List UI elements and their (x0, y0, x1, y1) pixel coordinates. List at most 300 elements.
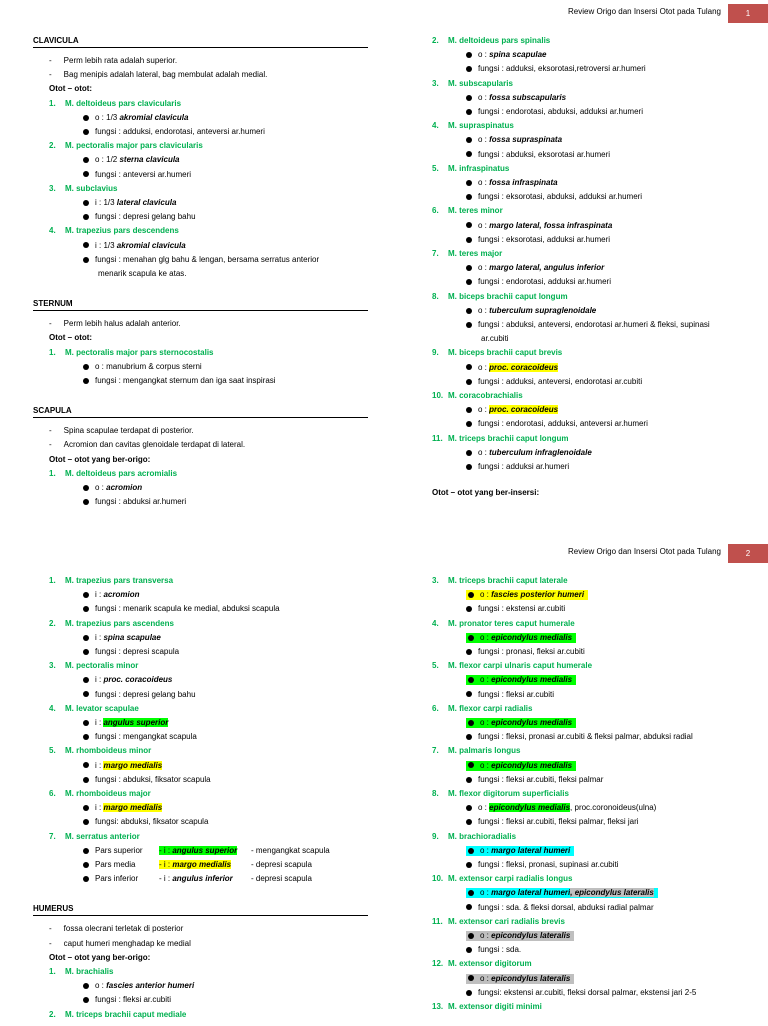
detail-wrap (466, 107, 643, 116)
muscle-title (432, 874, 572, 884)
bullet-icon (468, 762, 474, 768)
bullet-icon (83, 691, 89, 697)
detail-item (466, 192, 642, 202)
detail-label: fungsi : fleksi ar.cubiti (95, 995, 172, 1005)
detail-wrap (466, 419, 648, 428)
muscle-name: M. levator scapulae (65, 703, 139, 713)
detail-label: o : (478, 50, 490, 60)
bullet-icon (466, 450, 472, 456)
detail-item (83, 803, 162, 813)
detail-item (466, 448, 592, 458)
bullet-icon (468, 890, 474, 896)
muscle-name: M. brachioradialis (448, 831, 517, 841)
bullet-icon (83, 762, 89, 768)
bullet-icon (466, 819, 472, 825)
subheading (49, 455, 150, 465)
detail-item (466, 803, 656, 813)
extra-site: , proc.coronoideus(ulna) (570, 803, 657, 813)
bullet-icon (83, 862, 89, 868)
bullet-icon (83, 378, 89, 384)
muscle-title (432, 619, 575, 629)
detail-label: fungsi : endorotasi, adduksi, anteversi ar.humeri (478, 419, 648, 429)
detail-wrap (466, 363, 558, 372)
detail-label: o : (95, 981, 107, 991)
bullet-icon (466, 947, 472, 953)
muscle-name: M. extensor digitorum (448, 959, 532, 969)
bullet-icon (466, 691, 472, 697)
detail-label: o : (95, 483, 107, 492)
bullet-icon (83, 848, 89, 854)
muscle-name: M. trapezius pars ascendens (65, 618, 174, 628)
bullet-icon (466, 649, 472, 655)
dash-marker: - (49, 924, 52, 934)
detail-item (466, 761, 576, 771)
muscle-name: M. deltoideus pars spinalis (448, 36, 551, 45)
detail-wrap (83, 675, 172, 684)
detail-item (466, 604, 565, 614)
detail-label: o : (480, 632, 492, 642)
column-right (416, 576, 756, 1026)
insertion-label: - i : (159, 845, 173, 855)
bullet-icon (466, 990, 472, 996)
note-text: caput humeri menghadap ke medial (63, 938, 191, 948)
bullet-icon (466, 322, 472, 328)
note-text: Perm lebih rata adalah superior. (63, 56, 178, 65)
attachment-site: epicondylus medialis (491, 718, 573, 727)
muscle-number: 5. (432, 661, 439, 671)
detail-label: fungsi : anteversi ar.humeri (95, 169, 192, 179)
muscle-title (49, 704, 139, 714)
detail-wrap (83, 732, 197, 741)
detail-item (466, 107, 643, 117)
section-title: HUMERUS (33, 904, 368, 916)
section-title: SCAPULA (33, 406, 368, 418)
detail-wrap (83, 255, 319, 264)
bullet-icon (83, 876, 89, 882)
detail-wrap (83, 775, 211, 784)
bullet-icon (468, 635, 474, 641)
attachment-site: tuberculum infraglenoidale (489, 447, 592, 457)
detail-wrap (466, 320, 710, 329)
detail-wrap (466, 448, 592, 457)
attachment-site: fascies posterior humeri (491, 590, 585, 600)
bullet-icon (83, 214, 89, 220)
detail-item (466, 860, 619, 870)
detail-label: fungsi : fleksi ar.cubiti, fleksi palmar, fleksi jari (478, 817, 639, 827)
muscle-name: M. rhomboideus major (65, 789, 151, 798)
part-name: Pars inferior (95, 874, 139, 884)
detail-item (466, 846, 574, 856)
bullet-icon (466, 52, 472, 58)
muscle-number: 12. (432, 959, 444, 969)
detail-label: o : (480, 675, 492, 685)
detail-item (83, 675, 172, 685)
note-item (49, 426, 194, 436)
detail-label: fungsi : mengangkat scapula (95, 732, 197, 742)
detail-wrap (83, 362, 202, 371)
detail-wrap (83, 212, 196, 221)
detail-label: i : 1/3 (95, 240, 117, 250)
detail-wrap (466, 306, 596, 315)
subheading-text: Otot – otot: (49, 333, 93, 343)
dash-marker: - (49, 938, 52, 948)
muscle-name: M. extensor digiti minimi (448, 1002, 542, 1011)
attachment-site: margo medialis (103, 803, 163, 813)
detail-label: fungsi: ekstensi ar.cubiti, fleksi dorsal palmar, ekstensi jari 2-5 (478, 987, 697, 997)
part-function: - depresi scapula (251, 860, 312, 869)
detail-wrap (83, 690, 196, 699)
detail-label: o : (480, 590, 492, 600)
bullet-icon (83, 364, 89, 370)
detail-wrap (466, 235, 610, 244)
muscle-title (49, 746, 151, 756)
bullet-icon (466, 265, 472, 271)
muscle-title (49, 141, 203, 151)
detail-label: i : 1/3 (95, 198, 117, 207)
detail-label: fungsi : adduksi, anteversi, endorotasi ar.cubiti (478, 376, 643, 386)
muscle-title (432, 832, 516, 842)
detail-item (466, 732, 693, 742)
muscle-name: M. supraspinatus (448, 121, 514, 131)
bullet-icon (466, 180, 472, 186)
bullet-icon (468, 720, 474, 726)
detail-label: fungsi : abduksi, anteversi, endorotasi ar.humeri & fleksi, supinasi (478, 320, 710, 329)
detail-label: o : (478, 405, 490, 415)
detail-wrap (466, 277, 611, 286)
detail-wrap (466, 604, 565, 613)
detail-item (83, 647, 179, 657)
detail-wrap (83, 113, 188, 122)
muscle-name: M. flexor carpi ulnaris caput humerale (448, 661, 593, 671)
detail-item (83, 732, 197, 742)
attachment-site: margo lateral humeri (491, 845, 571, 855)
detail-label: o : (480, 931, 492, 940)
detail-wrap (466, 945, 521, 954)
detail-wrap (83, 198, 176, 207)
detail-label: fungsi : adduksi ar.humeri (478, 462, 570, 471)
detail-wrap (83, 127, 265, 136)
muscle-number: 11. (432, 916, 443, 926)
detail-wrap (466, 647, 585, 656)
detail-item (466, 775, 603, 785)
detail-label: fungsi : eksorotasi, abduksi, adduksi ar.humeri (478, 192, 643, 202)
detail-item (466, 235, 610, 245)
bullet-icon (83, 805, 89, 811)
continued-text (98, 269, 187, 279)
detail-label: o : (478, 263, 490, 273)
bullet-icon (468, 677, 474, 683)
muscle-name: M. pectoralis major pars sternocostalis (65, 347, 214, 357)
dash-marker: - (49, 70, 52, 80)
detail-item (83, 633, 161, 643)
muscle-number: 9. (432, 831, 439, 841)
muscle-number: 1. (49, 576, 56, 585)
detail-item (83, 981, 194, 991)
bullet-icon (466, 194, 472, 200)
page-header (0, 4, 768, 20)
bullet-icon (83, 115, 89, 121)
bullet-icon (466, 606, 472, 612)
note-item (49, 319, 181, 329)
detail-item (466, 135, 562, 145)
page-2 (0, 540, 768, 1024)
muscle-number: 7. (432, 249, 439, 258)
muscle-name: M. extensor cari radialis brevis (448, 916, 565, 926)
muscle-name: M. infraspinatus (448, 163, 510, 173)
bullet-icon (83, 649, 89, 655)
detail-wrap (466, 633, 576, 643)
detail-label: i : (95, 590, 104, 600)
detail-wrap (466, 761, 576, 771)
detail-label: fungsi : fleksi, pronasi, supinasi ar.cubiti (478, 860, 619, 869)
subheading (49, 953, 150, 963)
detail-wrap (466, 377, 642, 386)
bullet-icon (83, 677, 89, 683)
detail-wrap (466, 93, 566, 102)
bullet-icon (466, 379, 472, 385)
muscle-title (432, 36, 550, 46)
bullet-icon (466, 95, 472, 101)
detail-wrap (83, 995, 171, 1004)
muscle-number: 5. (432, 163, 439, 173)
bullet-icon (466, 364, 472, 370)
detail-label: i : (95, 632, 104, 642)
muscle-number: 8. (432, 789, 439, 798)
muscle-number: 1. (49, 347, 56, 357)
note-text: Perm lebih halus adalah anterior. (63, 319, 181, 329)
page-number: 1 (728, 4, 768, 23)
attachment-site: proc. coracoideus (489, 362, 559, 372)
detail-item (83, 604, 280, 614)
detail-wrap (466, 803, 570, 812)
muscle-title (432, 292, 568, 302)
bullet-icon (466, 109, 472, 115)
muscle-title (49, 832, 140, 842)
muscle-number: 3. (49, 183, 56, 193)
muscle-number: 1. (49, 468, 56, 478)
muscle-title (432, 917, 565, 927)
detail-label: fungsi : sda. (478, 945, 522, 955)
detail-item (83, 718, 168, 728)
detail-item (83, 995, 171, 1005)
muscle-title (432, 121, 514, 131)
detail-item (466, 93, 566, 103)
muscle-name: M. deltoideus pars clavicularis (65, 98, 182, 108)
muscle-name: M. biceps brachii caput longum (448, 291, 568, 301)
muscle-number: 2. (49, 141, 56, 151)
detail-wrap (466, 178, 558, 187)
bullet-icon (83, 720, 89, 726)
detail-item (466, 647, 585, 657)
detail-label: fungsi : adduksi, eksorotasi,retroversi ar.humeri (478, 64, 646, 74)
subheading-text: Otot – otot yang ber-origo: (49, 454, 151, 464)
detail-item (83, 690, 196, 700)
bullet-icon (83, 171, 89, 177)
detail-wrap (466, 690, 554, 699)
bullet-icon (83, 997, 89, 1003)
subheading-text: Otot – otot: (49, 84, 93, 94)
subheading (49, 333, 92, 343)
detail-label: o : (480, 760, 492, 770)
detail-item (466, 888, 658, 898)
detail-label: o : (480, 973, 492, 983)
detail-item (466, 419, 648, 429)
attachment-site: acromion (103, 590, 140, 600)
serratus-part (83, 846, 330, 856)
bullet-icon (466, 464, 472, 470)
header-title: Review Origo dan Insersi Otot pada Tulang (568, 7, 721, 16)
detail-item (466, 306, 596, 316)
detail-wrap (466, 846, 574, 856)
detail-label: o : 1/2 (95, 155, 120, 165)
muscle-title (432, 661, 592, 671)
detail-item (466, 817, 639, 827)
detail-wrap (466, 817, 639, 826)
detail-label: fungsi : sda. & fleksi dorsal, abduksi radial palmar (478, 902, 654, 912)
attachment-site: epicondylus medialis (491, 632, 573, 642)
muscle-name: M. trapezius pars descendens (65, 226, 179, 236)
bullet-icon (83, 499, 89, 505)
detail-label: fungsi : ekstensi ar.cubiti (478, 604, 566, 614)
detail-label: o : 1/3 (95, 112, 120, 122)
detail-item (83, 775, 211, 785)
bullet-icon (466, 421, 472, 427)
detail-wrap (83, 604, 280, 613)
muscle-title (49, 469, 177, 479)
bullet-icon (83, 734, 89, 740)
column-left (33, 576, 373, 1026)
detail-label: fungsi : menarik scapula ke medial, abduksi scapula (95, 604, 280, 614)
detail-label: i : (95, 760, 104, 770)
muscle-name: M. brachialis (65, 967, 114, 976)
detail-label: fungsi : depresi gelang bahu (95, 689, 196, 699)
detail-item (83, 155, 180, 165)
muscle-name: M. pectoralis major pars clavicularis (65, 141, 203, 151)
detail-item (466, 277, 611, 287)
muscle-number: 4. (432, 618, 439, 628)
detail-item (83, 241, 186, 251)
detail-label: o : (478, 92, 490, 102)
continued-text (481, 334, 509, 344)
detail-label: i : (95, 718, 104, 727)
attachment-site: sterna clavicula (119, 155, 180, 165)
detail-label: fungsi : depresi gelang bahu (95, 212, 196, 222)
muscle-title (49, 789, 151, 799)
detail-item (466, 50, 546, 60)
detail-item (83, 817, 208, 827)
muscle-title (432, 789, 569, 799)
continued-text-value: menarik scapula ke atas. (98, 269, 187, 278)
note-text: Bag menipis adalah lateral, bag membulat adalah medial. (63, 70, 268, 80)
attachment-site: fossa supraspinata (489, 135, 563, 145)
subheading (432, 488, 539, 498)
bullet-icon (83, 592, 89, 598)
muscle-title (432, 79, 513, 89)
attachment-site: fascies anterior humeri (106, 981, 195, 991)
note-item (49, 440, 245, 450)
detail-wrap (83, 817, 208, 826)
bullet-icon (466, 222, 472, 228)
detail-item (466, 690, 554, 700)
muscle-number: 2. (49, 618, 56, 628)
muscle-title (49, 226, 179, 236)
detail-item (83, 376, 276, 386)
header-title: Review Origo dan Insersi Otot pada Tulang (568, 547, 721, 556)
muscle-number: 13. (432, 1002, 444, 1011)
dash-marker: - (49, 56, 52, 65)
serratus-part (83, 860, 312, 870)
detail-item (466, 931, 574, 941)
bullet-icon (466, 734, 472, 740)
bullet-icon (83, 983, 89, 989)
detail-label: o : (478, 220, 490, 230)
attachment-site: margo medialis (103, 760, 163, 770)
bullet-icon (83, 200, 89, 206)
bullet-icon (83, 819, 89, 825)
bullet-icon (83, 157, 89, 163)
part-function: - mengangkat scapula (251, 845, 330, 855)
detail-label: o : (478, 305, 490, 315)
muscle-name: M. deltoideus pars acromialis (65, 468, 178, 478)
muscle-number: 9. (432, 348, 439, 358)
detail-item (466, 633, 576, 643)
detail-wrap (83, 761, 162, 770)
muscle-title (432, 249, 502, 259)
muscle-name: M. subclavius (65, 183, 118, 193)
muscle-name: M. coracobrachialis (448, 391, 523, 400)
bullet-icon (83, 129, 89, 135)
bullet-icon (83, 635, 89, 641)
muscle-name: M. biceps brachii caput brevis (448, 348, 563, 358)
muscle-title (49, 661, 138, 671)
note-item (49, 939, 191, 949)
dash-marker: - (49, 426, 52, 436)
detail-item (83, 255, 319, 265)
detail-label: o : (478, 135, 490, 145)
detail-wrap (466, 775, 603, 784)
muscle-number: 10. (432, 391, 444, 400)
detail-wrap (466, 192, 642, 201)
detail-wrap (83, 633, 161, 642)
muscle-name: M. trapezius pars transversa (65, 576, 174, 585)
detail-label: fungsi : depresi scapula (95, 647, 180, 656)
muscle-title (432, 746, 520, 756)
detail-item (466, 363, 558, 373)
attachment-site: epicondylus medialis (489, 803, 571, 813)
bullet-icon (83, 606, 89, 612)
muscle-number: 6. (432, 703, 439, 713)
section-title: CLAVICULA (33, 36, 368, 48)
muscle-title (432, 1002, 542, 1012)
muscle-name: M. palmaris longus (448, 746, 521, 756)
detail-item (466, 150, 610, 160)
detail-item (83, 483, 142, 493)
detail-label: o : (478, 447, 490, 457)
detail-item (466, 405, 558, 415)
detail-label: o : (478, 362, 490, 372)
note-item (49, 924, 183, 934)
muscle-number: 1. (49, 98, 56, 108)
muscle-name: M. teres minor (448, 206, 503, 216)
detail-label: i : (95, 803, 104, 813)
muscle-number: 4. (432, 121, 439, 131)
detail-label: o : (480, 888, 492, 898)
detail-item (466, 462, 569, 472)
muscle-number: 5. (49, 746, 56, 756)
bullet-icon (466, 862, 472, 868)
attachment-site: epicondylus lateralis (491, 931, 571, 940)
detail-item (466, 377, 642, 387)
